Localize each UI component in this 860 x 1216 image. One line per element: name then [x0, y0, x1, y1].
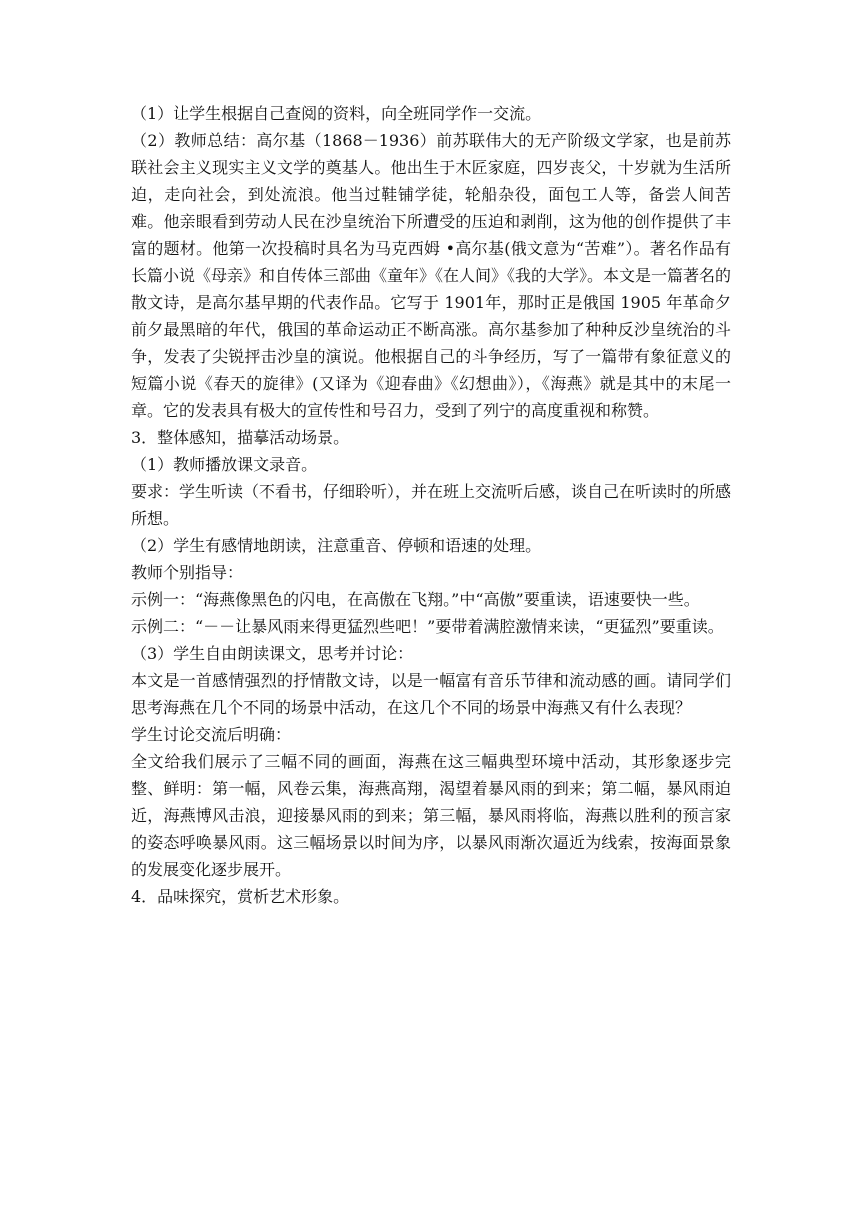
- paragraph-step-1: （1）教师播放课文录音。: [131, 455, 318, 474]
- paragraph-requirement: 要求：学生听读（不看书，仔细聆听），并在班上交流听后感，谈自己在听读时的所感所想。: [131, 482, 732, 528]
- section-heading-3: 3．整体感知，描摹活动场景。: [131, 428, 350, 447]
- paragraph-discussion-question: 本文是一首感情强烈的抒情散文诗，以是一幅富有音乐节律和流动感的画。请同学们思考海燕在几个不同的场景中活动，在这几个不同的场景中海燕又有什么表现？: [131, 671, 731, 717]
- paragraph-discussion-answer: 全文给我们展示了三幅不同的画面，海燕在这三幅典型环境中活动，其形象逐步完整、鲜明：第一幅，风卷云集，海燕高翔，渴望着暴风雨的到来；第二幅，暴风雨迫近，海燕博风击浪，迎接暴风雨的到来；第三幅，暴风雨将临，海燕以胜利的预言家的姿态呼唤暴风雨。这三幅场景以时间为序，以暴风雨渐次逼近为线索，按海面景象的发展变化逐步展开。: [131, 752, 731, 879]
- document-page: [131, 100, 731, 910]
- paragraph-example-1: 示例一：“海燕像黑色的闪电，在高傲在飞翔。”中“高傲”要重读，语速要快一些。: [131, 590, 700, 609]
- paragraph-guidance-label: 教师个别指导：: [131, 563, 244, 582]
- paragraph-step-3: （3）学生自由朗读课文，思考并讨论：: [131, 644, 414, 663]
- paragraph-teacher-summary: （2）教师总结：高尔基（1868－1936）前苏联伟大的无产阶级文学家，也是前苏联社会主义现实主义文学的奠基人。他出生于木匠家庭，四岁丧父，十岁就为生活所迫，走向社会，到处流浪。他当过鞋铺学徒，轮船杂役，面包工人等，备尝人间苦难。他亲眼看到劳动人民在沙皇统治下所遭受的压迫和剥削，这为他的创作提供了丰富的题材。他第一次投稿时具名为马克西姆 •高尔基(俄文意为“苦难”）。著名作品有长篇小说《母亲》和自传体三部曲《童年》《在人间》《我的大学》。本文是一篇著名的散文诗，是高尔基早期的代表作品。它写于 1901年，那时正是俄国 1905 年革命夕前夕最黑暗的年代，俄国的革命运动正不断高涨。高尔基参加了种种反沙皇统治的斗争，发表了尖锐抨击沙皇的演说。他根据自己的斗争经历，写了一篇带有象征意义的短篇小说《春天的旋律》(又译为《迎春曲》《幻想曲》），《海燕》就是其中的末尾一章。它的发表具有极大的宣传性和号召力，受到了列宁的高度重视和称赞。: [131, 131, 732, 420]
- paragraph-activity-1: （1）让学生根据自己查阅的资料，向全班同学作一交流。: [131, 104, 542, 123]
- paragraph-discussion-label: 学生讨论交流后明确：: [131, 725, 292, 744]
- paragraph-example-2: 示例二：“－－让暴风雨来得更猛烈些吧！”要带着满腔激情来读，“更猛烈”要重读。: [131, 617, 724, 636]
- section-heading-4: 4．品味探究，赏析艺术形象。: [131, 887, 350, 906]
- paragraph-step-2: （2）学生有感情地朗读，注意重音、停顿和语速的处理。: [131, 536, 542, 555]
